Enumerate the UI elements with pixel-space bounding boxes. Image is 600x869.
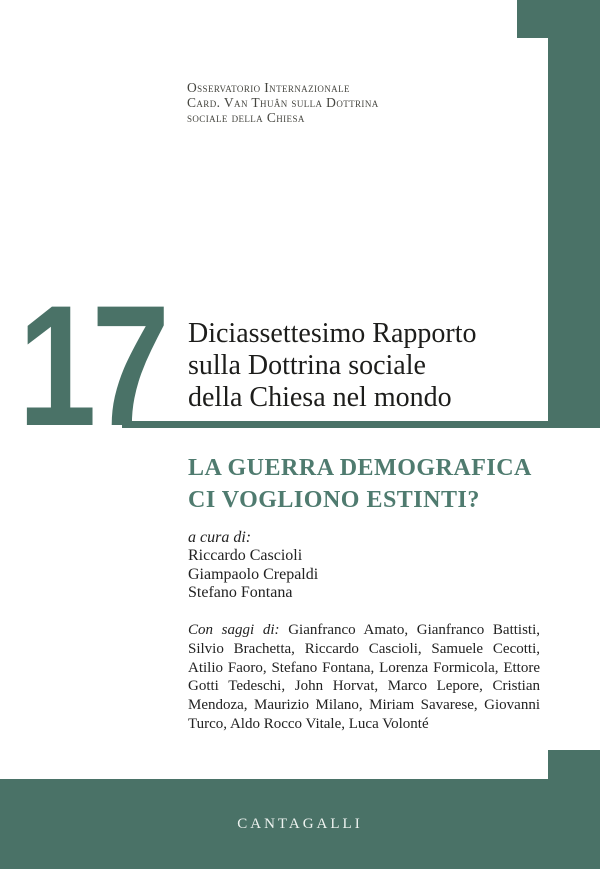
- report-title: [188, 318, 477, 414]
- editor-name: Riccardo Cascioli: [188, 547, 303, 565]
- subtitle-line: CI VOGLIONO ESTINTI?: [188, 487, 480, 513]
- right-edge-bar-lower: [548, 750, 600, 782]
- edition-number: 17: [18, 270, 166, 462]
- editors-label: a cura di:: [188, 529, 252, 546]
- editor-name: Giampaolo Crepaldi: [188, 565, 319, 583]
- contributors-paragraph: [188, 621, 540, 734]
- title-line: Diciassettesimo Rapporto: [188, 318, 477, 349]
- organization-header: [187, 80, 379, 125]
- organization-line: sociale della Chiesa: [187, 110, 305, 125]
- publisher-footer-band: [0, 779, 600, 869]
- organization-line: Osservatorio Internazionale: [187, 80, 350, 95]
- book-subtitle: [188, 452, 532, 516]
- title-line: sulla Dottrina sociale: [188, 350, 426, 381]
- publisher-name: CANTAGALLI: [237, 815, 363, 832]
- editor-name: Stefano Fontana: [188, 584, 293, 602]
- contributors-label: Con saggi di:: [188, 622, 280, 638]
- contributors-names: Gianfranco Amato, Gianfranco Battisti, Silvio Brachetta, Riccardo Cascioli, Samuele Cecotti, Atilio Faoro, Stefano Fontana, Lorenza Formicola, Ettore Gotti Tedeschi, John Horvat, Marco Lepore, Cristian Mendoza, Maurizio Milano, Miriam Savarese, Giovanni Turco, Aldo Rocco Vitale, Luca Volonté: [188, 622, 541, 732]
- title-line: della Chiesa nel mondo: [188, 382, 452, 413]
- title-underline-rule: [122, 421, 600, 428]
- organization-line: Card. Van Thuân sulla Dottrina: [187, 95, 379, 110]
- editors-block: [188, 529, 318, 603]
- right-edge-bar-upper: [548, 0, 600, 428]
- subtitle-line: LA GUERRA DEMOGRAFICA: [188, 455, 532, 481]
